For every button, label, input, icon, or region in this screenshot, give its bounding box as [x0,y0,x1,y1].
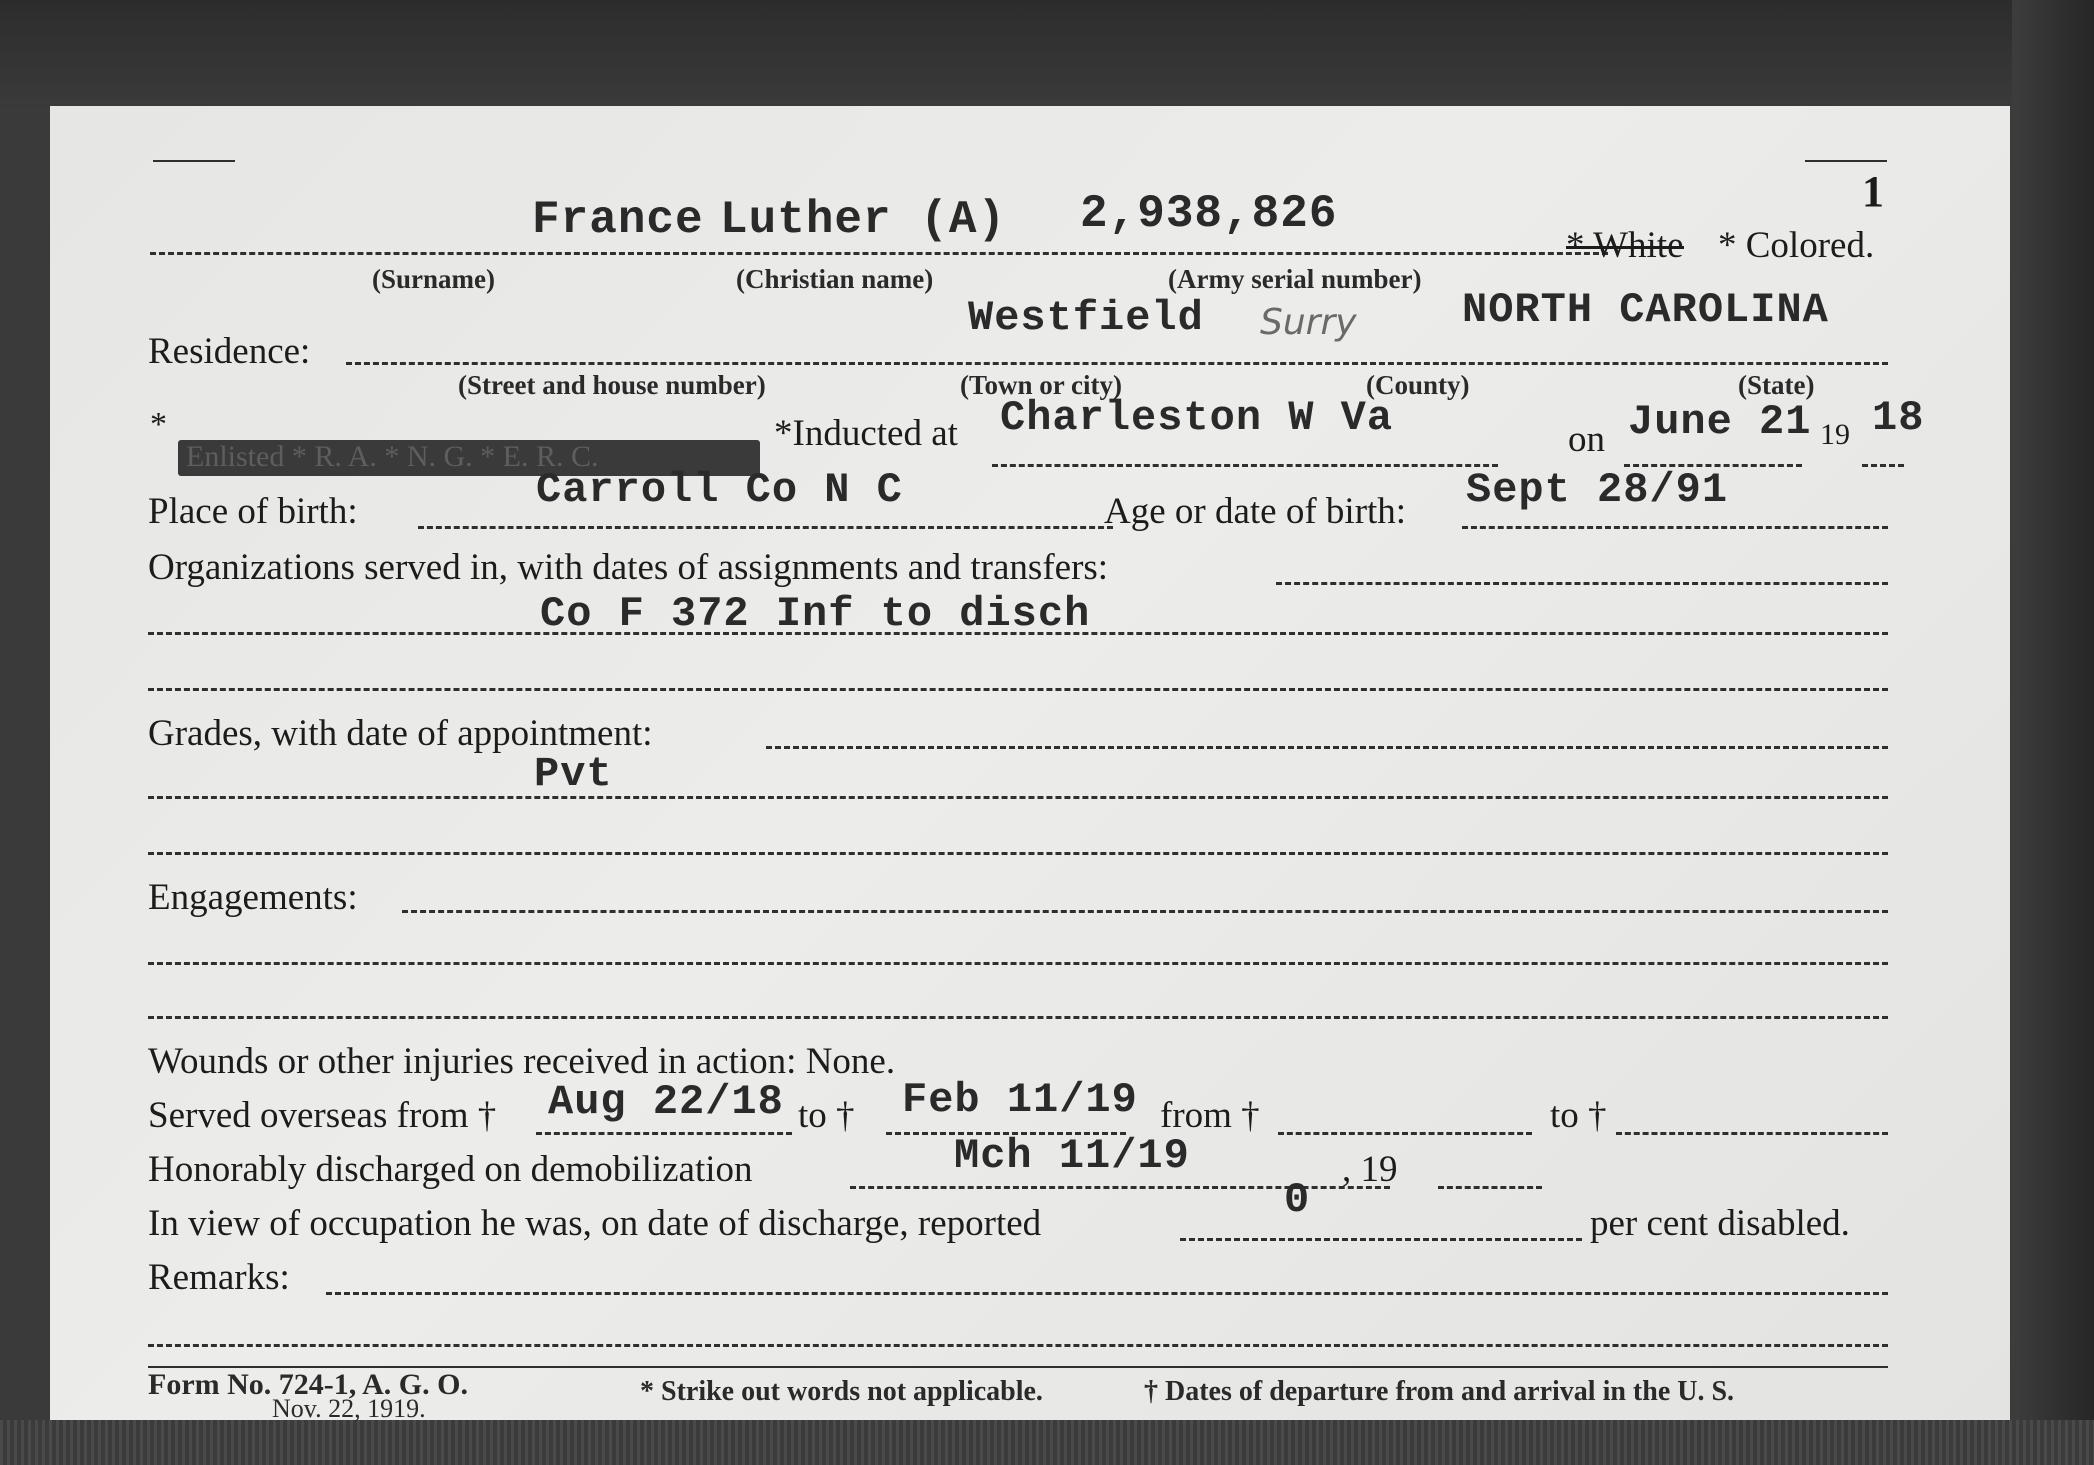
caption-town: (Town or city) [960,370,1122,400]
label-wounds: Wounds or other injuries received in action: None. [148,1041,896,1082]
caption-surname: (Surname) [372,264,495,294]
inducted-line [992,464,1498,467]
typed-surname: France [532,194,704,246]
scan-background-bottom [0,1420,2094,1465]
label-place-of-birth: Place of birth: [148,491,358,532]
caption-state: (State) [1738,370,1815,400]
label-colored: * Colored. [1718,225,1875,266]
date-of-birth-line [1462,526,1888,529]
label-to: to † [798,1095,855,1136]
place-of-birth-line [418,526,1113,529]
scan-background-right [2012,0,2094,1465]
label-in-view-of-occupation: In view of occupation he was, on date of discharge, reported [148,1203,1042,1244]
label-age-or-date-of-birth: Age or date of birth: [1104,491,1407,532]
label-honorably-discharged: Honorably discharged on demobilization [148,1149,753,1190]
label-grades: Grades, with date of appointment: [148,713,653,754]
organizations-line-3 [148,688,1888,691]
typed-christian-name: Luther (A) [720,194,1007,246]
scan-background-top [0,0,2094,112]
typed-inducted-date: June 21 [1628,398,1812,446]
typed-date-of-birth: Sept 28/91 [1466,466,1729,514]
footer-form-date: Nov. 22, 1919. [272,1394,426,1423]
handwritten-county: Surry [1260,302,1357,343]
inducted-year-line [1862,464,1904,467]
typed-inducted-place: Charleston W Va [1000,394,1394,442]
organizations-line-1 [1276,582,1888,585]
engagements-line-1 [402,910,1888,913]
label-organizations: Organizations served in, with dates of assignments and transfers: [148,547,1109,588]
label-inducted-at: *Inducted at [774,413,958,454]
label-engagements: Engagements: [148,877,358,918]
typed-town: Westfield [968,294,1204,342]
typed-serial-number: 2,938,826 [1080,188,1338,240]
card-number: 1 [1862,167,1884,216]
label-year-prefix: 19 [1820,418,1850,451]
label-star: * [150,406,167,443]
grades-line-3 [148,852,1888,855]
service-record-card [50,106,2010,1423]
label-to-2: to † [1550,1095,1607,1136]
label-from: from † [1160,1095,1260,1136]
discharge-year-line [1438,1186,1542,1189]
label-on: on [1568,419,1605,460]
typed-grade: Pvt [534,750,613,798]
typed-overseas-from: Aug 22/18 [548,1078,784,1126]
caption-county: (County) [1366,370,1470,400]
remarks-line-1 [326,1292,1888,1295]
overseas-from-line [536,1132,792,1135]
caption-street: (Street and house number) [458,370,766,400]
overseas-to2-line [1616,1132,1888,1135]
typed-percent-disabled: 0 [1284,1176,1311,1224]
footer-strike-note: * Strike out words not applicable. [640,1376,1043,1407]
footer-form-number: Form No. 724-1, A. G. O. [148,1368,468,1401]
struck-enlisted-options: Enlisted * R. A. * N. G. * E. R. C. [186,440,599,473]
overseas-from2-line [1278,1132,1532,1135]
label-comma-19: , 19 [1342,1149,1398,1190]
typed-organizations: Co F 372 Inf to disch [540,590,1091,638]
caption-serial-number: (Army serial number) [1168,264,1422,294]
engagements-line-3 [148,1016,1888,1019]
grades-line-1 [766,746,1888,749]
engagements-line-2 [148,962,1888,965]
grades-line-2 [148,796,1888,799]
typed-state: NORTH CAROLINA [1462,286,1829,334]
residence-line [346,362,1888,365]
footer-dagger-note: † Dates of departure from and arrival in the U. S. [1144,1376,1735,1407]
caption-christian-name: (Christian name) [736,264,934,294]
top-left-rule [153,160,235,162]
label-per-cent-disabled: per cent disabled. [1590,1203,1850,1244]
label-remarks: Remarks: [148,1257,290,1298]
label-served-overseas-from: Served overseas from † [148,1095,497,1136]
typed-place-of-birth: Carroll Co N C [536,466,903,514]
label-residence: Residence: [148,331,311,372]
typed-overseas-to: Feb 11/19 [902,1076,1138,1124]
organizations-line-2 [148,632,1888,635]
typed-inducted-year: 18 [1872,394,1925,442]
remarks-line-2 [148,1344,1888,1347]
percent-disabled-line [1180,1238,1582,1241]
top-right-rule [1805,160,1887,162]
name-line [150,252,1608,255]
typed-discharge-date: Mch 11/19 [954,1132,1190,1180]
label-white: * White [1566,225,1684,266]
